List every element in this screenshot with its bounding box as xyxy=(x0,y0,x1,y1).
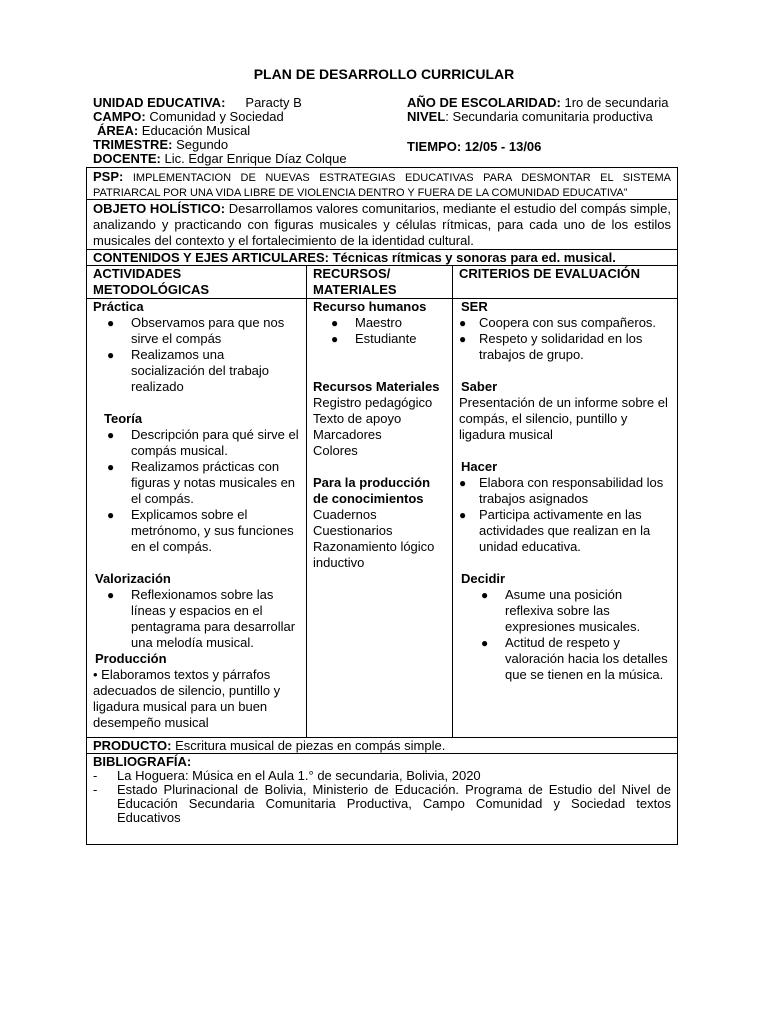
teoria-list xyxy=(93,427,300,555)
content-columns xyxy=(87,299,677,738)
column-headers xyxy=(87,266,677,299)
list-item: Registro pedagógico xyxy=(313,395,433,410)
bibliografia-list xyxy=(93,769,671,825)
list-item: Marcadores xyxy=(313,427,382,442)
recursos-humanos-title: Recurso humanos xyxy=(313,299,427,314)
list-item: Texto de apoyo xyxy=(313,411,402,426)
bibliografia-row xyxy=(87,754,677,844)
header-actividades: ACTIVIDADES METODOLÓGICAS xyxy=(87,266,307,298)
list-item: ● Actitud de respeto y valoración hacia los detalles que se tienen en la música. xyxy=(459,635,671,683)
produccion-text: • Elaboramos textos y párrafos adecuados de silencio, puntillo y ligadura musical para un buen desempeño musical xyxy=(93,667,281,730)
list-item: ● Asume una posición reflexiva sobre las expresiones musicales. xyxy=(459,587,671,635)
list-item: ● Maestro xyxy=(313,315,446,331)
list-item: ● Explicamos sobre el metrónomo, y sus funciones en el compás. xyxy=(93,507,300,555)
list-item: - La Hoguera: Música en el Aula 1.° de secundaria, Bolivia, 2020 xyxy=(93,769,671,783)
practica-title: Práctica xyxy=(93,299,144,314)
list-item: ● Realizamos una socialización del trabajo realizado xyxy=(93,347,300,395)
list-item: ● Realizamos prácticas con figuras y notas musicales en el compás. xyxy=(93,459,300,507)
trimestre: TRIMESTRE: Segundo xyxy=(93,137,229,152)
list-item: ● Reflexionamos sobre las líneas y espacios en el pentagrama para desarrollar una melodía musical. xyxy=(93,587,300,651)
recursos-humanos-list xyxy=(313,315,446,347)
list-item: ● Respeto y solidaridad en los trabajos de grupo. xyxy=(459,331,671,363)
hacer-title: Hacer xyxy=(461,459,498,474)
ser-title: SER xyxy=(461,299,488,314)
anio-escolaridad: AÑO DE ESCOLARIDAD: 1ro de secundaria xyxy=(407,95,669,110)
list-item: ● Descripción para qué sirve el compás musical. xyxy=(93,427,300,459)
list-item: ● Coopera con sus compañeros. xyxy=(459,315,671,331)
recursos-materiales-title: Recursos Materiales xyxy=(313,379,440,394)
actividades-column xyxy=(87,299,307,737)
hacer-list xyxy=(459,475,671,555)
list-item: ● Elabora con responsabilidad los trabajos asignados xyxy=(459,475,671,507)
contenidos-row: CONTENIDOS Y EJES ARTICULARES: Técnicas rítmicas y sonoras para ed. musical. xyxy=(87,250,677,266)
saber-title: Saber xyxy=(461,379,498,394)
valorizacion-title: Valorización xyxy=(95,571,171,586)
decidir-title: Decidir xyxy=(461,571,506,586)
unidad-educativa: UNIDAD EDUCATIVA: Paracty B xyxy=(93,95,302,110)
recursos-column xyxy=(307,299,453,737)
saber-text: Presentación de un informe sobre el compás, el silencio, puntillo y ligadura musical xyxy=(459,395,668,442)
list-item: - Estado Plurinacional de Bolivia, Ministerio de Educación. Programa de Estudio del Nivel de Educación Secundaria Comunitaria Productiva, Campo Comunidad y Sociedad textos Educativos xyxy=(93,783,671,825)
psp-row: PSP: IMPLEMENTACION DE NUEVAS ESTRATEGIAS EDUCATIVAS PARA DESMONTAR EL SISTEMA PATRIARCAL POR UNA VIDA LIBRE DE VIOLENCIA DENTRO Y FUERA DE LA COMUNIDAD EDUCATIVA” xyxy=(87,168,677,200)
criterios-column xyxy=(453,299,677,737)
docente: DOCENTE: Lic. Edgar Enrique Díaz Colque xyxy=(93,151,347,166)
area: ÁREA: Educación Musical xyxy=(97,123,251,138)
practica-list xyxy=(93,315,300,395)
ser-list xyxy=(459,315,671,363)
list-item: ● Observamos para que nos sirve el compás xyxy=(93,315,300,347)
teoria-title: Teoría xyxy=(104,411,143,426)
valorizacion-list xyxy=(93,587,300,651)
list-item: Cuadernos xyxy=(313,507,377,522)
produccion-title: Producción xyxy=(95,651,167,666)
list-item: ● Estudiante xyxy=(313,331,446,347)
list-item: Colores xyxy=(313,443,358,458)
nivel: NIVEL: Secundaria comunitaria productiva xyxy=(407,109,653,124)
produccion-conocimientos-title: Para la producción de conocimientos xyxy=(313,475,431,506)
list-item: ● Participa activamente en las actividades que realizan en la unidad educativa. xyxy=(459,507,671,555)
producto-row: PRODUCTO: Escritura musical de piezas en compás simple. xyxy=(87,738,677,754)
decidir-list xyxy=(459,587,671,683)
tiempo: TIEMPO: 12/05 - 13/06 xyxy=(407,139,542,154)
objetivo-row: OBJETO HOLÍSTICO: Desarrollamos valores comunitarios, mediante el estudio del compás simple, analizando y practicando con figuras musicales y células rítmicas, para cada uno de los estilos musicales del contexto y el fortalecimiento de la identidad cultural. xyxy=(87,200,677,250)
list-item: Razonamiento lógico inductivo xyxy=(313,539,435,570)
campo: CAMPO: Comunidad y Sociedad xyxy=(93,109,284,124)
bibliografia-title: BIBLIOGRAFÍA: xyxy=(93,754,192,769)
header-recursos: RECURSOS/ MATERIALES xyxy=(307,266,453,298)
plan-table xyxy=(86,167,678,845)
list-item: Cuestionarios xyxy=(313,523,393,538)
page-title: PLAN DE DESARROLLO CURRICULAR xyxy=(253,66,515,82)
header-criterios: CRITERIOS DE EVALUACIÓN xyxy=(459,266,641,281)
